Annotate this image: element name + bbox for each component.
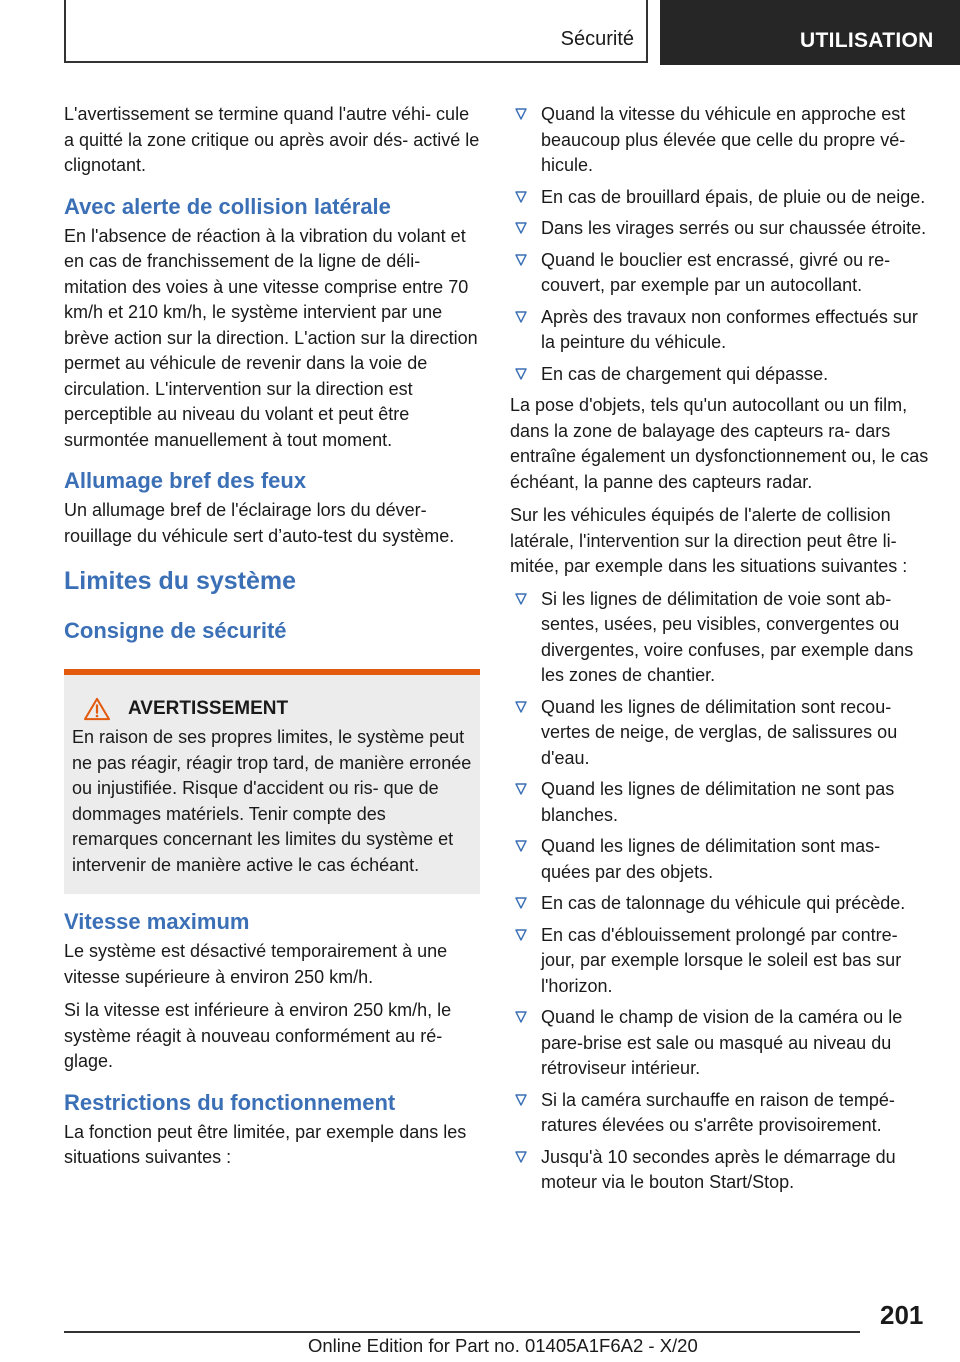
bullet-triangle-icon: [515, 1149, 527, 1165]
list-item: [510, 248, 930, 299]
list-item-text: Quand le bouclier est encrassé, givré ou re‐ couvert, par exemple par un autocollant.: [541, 249, 891, 295]
warning-title: AVERTISSEMENT: [128, 698, 289, 719]
list-item: [510, 777, 930, 828]
bullet-triangle-icon: [515, 1009, 527, 1025]
page-number: 201: [880, 1300, 924, 1330]
footer-divider: [64, 1331, 860, 1333]
restrictions-paragraph: La fonction peut être limitée, par exemple dans les situations suivantes :: [64, 1121, 467, 1167]
list-item-text: En cas de talonnage du véhicule qui précède.: [541, 893, 906, 913]
pose-paragraph: La pose d'objets, tels qu'un autocollant ou un film, dans la zone de balayage des capteurs ra‐ dars entraîne également un dysfonctionnement ou, le cas échéant, la panne des capteurs radar.: [510, 395, 929, 492]
bullet-triangle-icon: [515, 309, 527, 325]
list-item-text: Quand les lignes de délimitation sont mas‐ quées par des objets.: [541, 836, 881, 882]
list-item: [510, 305, 930, 356]
list-item: [510, 1088, 930, 1139]
bullet-triangle-icon: [515, 838, 527, 854]
intro-paragraph: L'avertissement se termine quand l'autre véhi‐ cule a quitté la zone critique ou après avoir dés‐ activé le clignotant.: [64, 104, 480, 175]
bullet-triangle-icon: [515, 1092, 527, 1108]
list-item-text: Quand les lignes de délimitation sont recou‐ vertes de neige, de verglas, de salissures ou d'eau.: [541, 696, 898, 768]
bullet-triangle-icon: [515, 366, 527, 382]
list-item-text: Si la caméra surchauffe en raison de tempé‐ ratures élevées ou s'arrête provisoirement.: [541, 1089, 895, 1135]
list-item-text: Jusqu'à 10 secondes après le démarrage du moteur via le bouton Start/Stop.: [541, 1146, 896, 1192]
vitesse-paragraph-1: Le système est désactivé temporairement à une vitesse supérieure à environ 250 km/h.: [64, 941, 448, 987]
limites-heading: Limites du système: [64, 567, 297, 595]
list-item: [510, 102, 930, 179]
left-column: [64, 102, 480, 1171]
list-item-text: En cas de chargement qui dépasse.: [541, 363, 829, 384]
bullet-triangle-icon: [515, 895, 527, 911]
warning-header: [72, 697, 472, 721]
bullet-triangle-icon: [515, 591, 527, 607]
list-item: [510, 185, 930, 211]
consigne-heading: Consigne de sécurité: [64, 618, 287, 643]
conditions-list-1: [510, 102, 930, 387]
restrictions-heading: Restrictions du fonctionnement: [64, 1089, 396, 1115]
bullet-triangle-icon: [515, 252, 527, 268]
collision-paragraph: En l'absence de réaction à la vibration du volant et en cas de franchissement de la ligne de déli‐ mitation des voies à une vitesse comprise entre 70 km/h et 210 km/h, le système intervient par une brève action sur la direction. L'action sur la direction permet au véhicule de revenir dans la voie de circulation. L'intervention sur la direction est perceptible au niveau du volant et peut être surmontée manuellement à tout moment.: [64, 225, 478, 450]
header-chapter-box: [660, 0, 960, 65]
list-item: [510, 587, 930, 689]
warning-triangle-icon: [82, 697, 112, 721]
header-chapter-title: UTILISATION: [800, 29, 934, 52]
bullet-triangle-icon: [515, 781, 527, 797]
list-item: [510, 923, 930, 1000]
list-item: [510, 834, 930, 885]
list-item-text: Si les lignes de délimitation de voie sont ab‐ sentes, usées, peu visibles, convergentes ou divergentes, voire confuses, par exemple dans les zones de chantier.: [541, 588, 914, 685]
vehicules-paragraph: Sur les véhicules équipés de l'alerte de collision latérale, l'intervention sur la direction peut être li‐ mitée, par exemple dans les situations suivantes :: [510, 505, 908, 576]
bullet-triangle-icon: [515, 220, 527, 236]
bullet-triangle-icon: [515, 927, 527, 943]
list-item-text: Quand le champ de vision de la caméra ou le pare-brise est sale ou masqué au niveau du rétroviseur intérieur.: [541, 1007, 903, 1078]
list-item: [510, 1005, 930, 1082]
list-item-text: Quand les lignes de délimitation ne sont pas blanches.: [541, 779, 895, 825]
list-item-text: En cas d'éblouissement prolongé par contre- jour, par exemple lorsque le soleil est bas sur l'horizon.: [541, 924, 902, 996]
footer-edition-text: Online Edition for Part no. 01405A1F6A2 - X/20: [308, 1335, 698, 1356]
list-item: [510, 695, 930, 772]
list-item: [510, 1145, 930, 1196]
vitesse-heading: Vitesse maximum: [64, 909, 250, 934]
right-column: [510, 102, 930, 1202]
list-item-text: En cas de brouillard épais, de pluie ou de neige.: [541, 186, 926, 207]
conditions-list-2: [510, 587, 930, 1196]
warning-box: [64, 669, 480, 894]
list-item-text: Quand la vitesse du véhicule en approche est beaucoup plus élevée que celle du propre vé‐ hicule.: [541, 104, 906, 175]
collision-heading: Avec alerte de collision latérale: [64, 193, 391, 219]
warning-text: En raison de ses propres limites, le système peut ne pas réagir, réagir trop tard, de manière erronée ou injustifiée. Risque d'accident ou ris‐ que de dommages matériels. Tenir compte des remarques concernant les limites du système et intervenir de manière active le cas échéant.: [72, 727, 472, 875]
list-item: [510, 362, 930, 388]
list-item: [510, 216, 930, 242]
bullet-triangle-icon: [515, 699, 527, 715]
list-item-text: Dans les virages serrés ou sur chaussée étroite.: [541, 218, 927, 238]
list-item: [510, 891, 930, 917]
bullet-triangle-icon: [515, 106, 527, 122]
list-item-text: Après des travaux non conformes effectués sur la peinture du véhicule.: [541, 306, 918, 352]
allumage-heading: Allumage bref des feux: [64, 468, 307, 493]
vitesse-paragraph-2: Si la vitesse est inférieure à environ 250 km/h, le système réagit à nouveau conformément au ré‐ glage.: [64, 1000, 452, 1071]
header-section-box: [64, 0, 648, 63]
header-section-title: Sécurité: [560, 28, 634, 50]
bullet-triangle-icon: [515, 189, 527, 205]
allumage-paragraph: Un allumage bref de l'éclairage lors du déver‐ rouillage du véhicule sert d’auto-test du système.: [64, 500, 455, 546]
